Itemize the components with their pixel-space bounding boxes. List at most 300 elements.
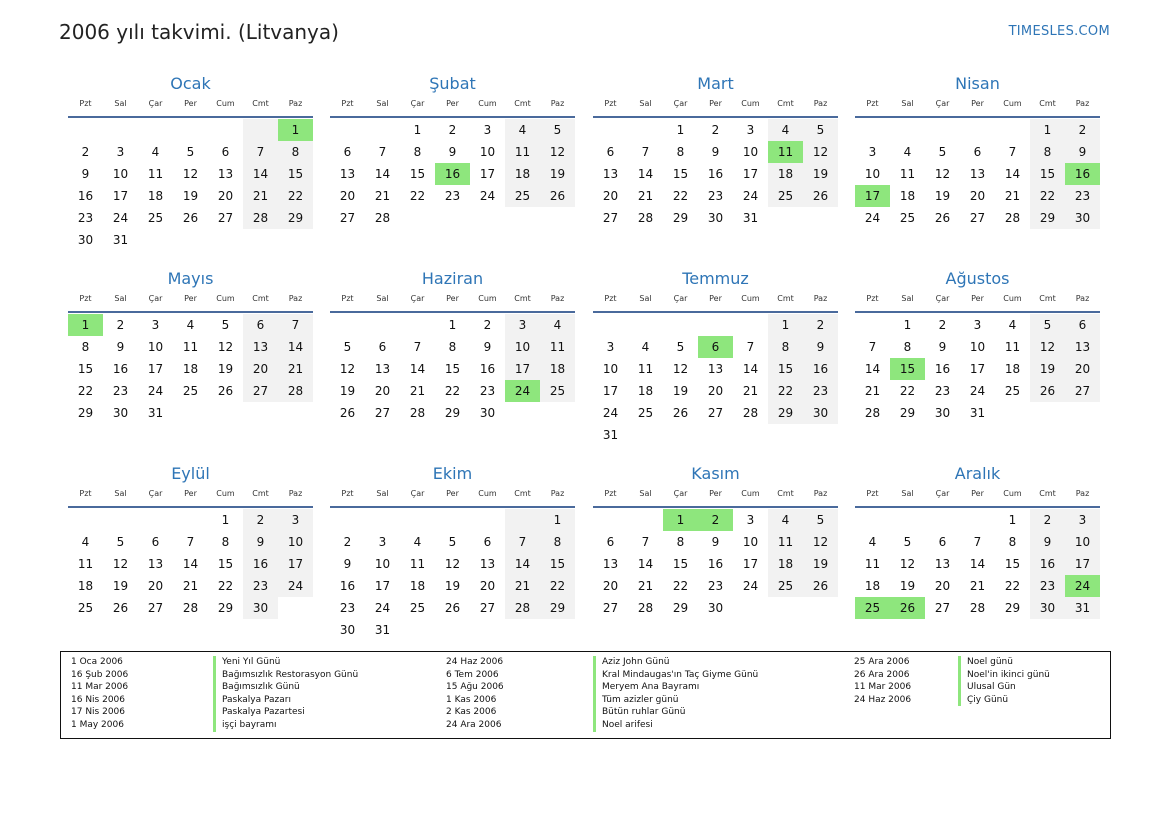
empty-cell: [768, 424, 803, 446]
header-divider: [593, 311, 838, 313]
header-divider: [855, 311, 1100, 313]
day-cell: 24: [969, 384, 986, 398]
day-cell: 3: [868, 145, 877, 159]
weekday-label: Pzt: [866, 294, 879, 303]
weekday-label: Cum: [1003, 294, 1022, 303]
weekday-label: Sal: [114, 99, 127, 108]
day-cell: 12: [339, 362, 356, 376]
week-row: [593, 402, 838, 424]
empty-cell: [593, 509, 628, 531]
weekday-label: Cum: [216, 294, 235, 303]
day-cell: 14: [243, 163, 278, 185]
day-cell: 16: [339, 579, 356, 593]
day-cell: 14: [409, 362, 426, 376]
weekday-label: Sal: [114, 489, 127, 498]
day-cell: 31: [147, 406, 164, 420]
day-cell: 8: [81, 340, 90, 354]
day-cell: 25: [855, 597, 890, 619]
holiday-names-column-3: [958, 656, 1050, 706]
weekday-label: Cum: [741, 99, 760, 108]
day-cell: 16: [934, 362, 951, 376]
holiday-date: 6 Tem 2006: [446, 669, 499, 680]
empty-cell: [995, 402, 1030, 424]
day-cell: 7: [641, 145, 650, 159]
day-cell: 21: [278, 358, 313, 380]
empty-cell: [103, 119, 138, 141]
weekday-header: [68, 487, 313, 501]
day-cell: 30: [707, 211, 724, 225]
day-cell: 30: [1030, 597, 1065, 619]
weekday-label: Cmt: [777, 294, 794, 303]
day-cell: 12: [217, 340, 234, 354]
day-cell: 21: [969, 579, 986, 593]
day-cell: 30: [339, 623, 356, 637]
day-cell: 28: [864, 406, 881, 420]
day-cell: 11: [768, 141, 803, 163]
day-cell: 5: [803, 119, 838, 141]
day-cell: 16: [803, 358, 838, 380]
day-cell: 7: [746, 340, 755, 354]
empty-cell: [435, 509, 470, 531]
header-divider: [593, 506, 838, 508]
day-cell: 22: [899, 384, 916, 398]
day-cell: 28: [1004, 211, 1021, 225]
weekday-header: [330, 487, 575, 501]
day-cell: 1: [676, 123, 685, 137]
day-cell: 27: [479, 601, 496, 615]
day-cell: 30: [707, 601, 724, 615]
week-row: [330, 380, 575, 402]
empty-cell: [365, 314, 400, 336]
empty-cell: [593, 314, 628, 336]
day-cell: 5: [186, 145, 195, 159]
day-cell: 25: [768, 185, 803, 207]
day-cell: 20: [602, 579, 619, 593]
weekday-label: Pzt: [604, 294, 617, 303]
day-cell: 11: [182, 340, 199, 354]
holiday-date: 1 May 2006: [71, 719, 124, 730]
day-cell: 19: [217, 362, 234, 376]
day-cell: 28: [637, 211, 654, 225]
empty-cell: [173, 229, 208, 251]
day-cell: 14: [969, 557, 986, 571]
day-cell: 28: [243, 207, 278, 229]
day-cell: 17: [147, 362, 164, 376]
day-cell: 3: [606, 340, 615, 354]
weekday-label: Paz: [1075, 489, 1090, 498]
holiday-name: Çiy Günü: [958, 694, 1050, 707]
day-cell: 18: [864, 579, 881, 593]
day-cell: 5: [803, 509, 838, 531]
holiday-name: Yeni Yıl Günü: [213, 656, 358, 669]
day-cell: 6: [343, 145, 352, 159]
day-cell: 19: [672, 384, 689, 398]
day-cell: 23: [479, 384, 496, 398]
month-block: [855, 268, 1100, 424]
day-cell: 12: [1030, 336, 1065, 358]
day-cell: 20: [147, 579, 164, 593]
week-row: [330, 553, 575, 575]
day-cell: 10: [374, 557, 391, 571]
header-divider: [593, 116, 838, 118]
holiday-name: Tüm azizler günü: [593, 694, 758, 707]
day-cell: 23: [444, 189, 461, 203]
empty-cell: [173, 402, 208, 424]
holiday-date: 15 Ağu 2006: [446, 682, 504, 693]
day-cell: 14: [637, 557, 654, 571]
month-name: Nisan: [955, 74, 1000, 93]
weekday-label: Per: [709, 99, 722, 108]
day-cell: 26: [444, 601, 461, 615]
weekday-header: [855, 97, 1100, 111]
day-cell: 4: [540, 314, 575, 336]
day-cell: 11: [899, 167, 916, 181]
day-cell: 11: [77, 557, 94, 571]
holiday-name: Aziz John Günü: [593, 656, 758, 669]
day-cell: 12: [672, 362, 689, 376]
day-cell: 26: [540, 185, 575, 207]
day-cell: 24: [864, 211, 881, 225]
day-cell: 22: [278, 185, 313, 207]
week-row: [593, 597, 838, 619]
weekday-label: Per: [446, 294, 459, 303]
day-cell: 31: [374, 623, 391, 637]
week-row: [855, 163, 1100, 185]
weekday-label: Çar: [148, 294, 163, 303]
day-cell: 10: [505, 336, 540, 358]
day-cell: 30: [1065, 207, 1100, 229]
day-cell: 24: [374, 601, 391, 615]
day-cell: 22: [1004, 579, 1021, 593]
weekday-label: Per: [709, 489, 722, 498]
holiday-name: işçi bayramı: [213, 719, 358, 732]
day-cell: 10: [147, 340, 164, 354]
holiday-names-column-2: [593, 656, 758, 732]
day-cell: 6: [378, 340, 387, 354]
day-cell: 24: [602, 406, 619, 420]
empty-cell: [768, 207, 803, 229]
day-cell: 7: [243, 141, 278, 163]
day-cell: 12: [540, 141, 575, 163]
day-cell: 13: [602, 557, 619, 571]
week-row: [68, 402, 313, 424]
week-row: [330, 358, 575, 380]
weekday-label: Cmt: [1039, 489, 1056, 498]
day-cell: 27: [602, 211, 619, 225]
week-row: [593, 509, 838, 531]
empty-cell: [733, 597, 768, 619]
holiday-name: Noel'in ikinci günü: [958, 669, 1050, 682]
day-cell: 8: [768, 336, 803, 358]
empty-cell: [925, 119, 960, 141]
month-block: [855, 463, 1100, 619]
empty-cell: [698, 424, 733, 446]
day-cell: 18: [637, 384, 654, 398]
header-divider: [68, 311, 313, 313]
month-name: Temmuz: [682, 269, 749, 288]
day-cell: 2: [1030, 509, 1065, 531]
week-row: [330, 402, 575, 424]
day-cell: 10: [479, 145, 496, 159]
day-cell: 6: [221, 145, 230, 159]
day-cell: 10: [278, 531, 313, 553]
empty-cell: [470, 207, 505, 229]
day-cell: 29: [768, 402, 803, 424]
empty-cell: [243, 119, 278, 141]
empty-cell: [925, 509, 960, 531]
weekday-header: [68, 97, 313, 111]
day-cell: 9: [81, 167, 90, 181]
month-block: [855, 73, 1100, 229]
empty-cell: [1030, 402, 1065, 424]
day-cell: 15: [77, 362, 94, 376]
week-row: [68, 229, 313, 251]
day-cell: 7: [641, 535, 650, 549]
day-cell: 23: [243, 575, 278, 597]
day-cell: 14: [278, 336, 313, 358]
day-cell: 28: [182, 601, 199, 615]
weekday-label: Cum: [741, 489, 760, 498]
day-cell: 14: [742, 362, 759, 376]
empty-cell: [803, 597, 838, 619]
month-block: [593, 463, 838, 619]
day-cell: 6: [243, 314, 278, 336]
weekday-label: Cum: [478, 489, 497, 498]
day-cell: 16: [1065, 163, 1100, 185]
day-cell: 26: [803, 185, 838, 207]
day-cell: 8: [1030, 141, 1065, 163]
week-row: [593, 185, 838, 207]
day-cell: 15: [217, 557, 234, 571]
day-cell: 22: [409, 189, 426, 203]
day-cell: 12: [934, 167, 951, 181]
week-row: [855, 402, 1100, 424]
header-divider: [68, 116, 313, 118]
weekday-label: Paz: [550, 294, 565, 303]
day-cell: 12: [112, 557, 129, 571]
day-cell: 23: [1030, 575, 1065, 597]
weekday-label: Çar: [410, 294, 425, 303]
day-cell: 3: [746, 123, 755, 137]
day-cell: 9: [448, 145, 457, 159]
holiday-name: Noel arifesi: [593, 719, 758, 732]
day-cell: 8: [903, 340, 912, 354]
holiday-name: Noel günü: [958, 656, 1050, 669]
day-cell: 20: [1065, 358, 1100, 380]
week-row: [68, 575, 313, 597]
day-cell: 27: [243, 380, 278, 402]
day-cell: 8: [413, 145, 422, 159]
day-cell: 15: [1004, 557, 1021, 571]
day-cell: 3: [505, 314, 540, 336]
week-row: [68, 119, 313, 141]
day-cell: 17: [1065, 553, 1100, 575]
empty-cell: [330, 314, 365, 336]
day-cell: 7: [413, 340, 422, 354]
weekday-label: Cmt: [514, 489, 531, 498]
day-cell: 28: [278, 380, 313, 402]
day-cell: 13: [243, 336, 278, 358]
header-divider: [68, 506, 313, 508]
day-cell: 2: [803, 314, 838, 336]
day-cell: 13: [602, 167, 619, 181]
day-cell: 19: [444, 579, 461, 593]
day-cell: 9: [116, 340, 125, 354]
day-cell: 20: [243, 358, 278, 380]
day-cell: 13: [217, 167, 234, 181]
day-cell: 29: [77, 406, 94, 420]
weekday-label: Sal: [114, 294, 127, 303]
week-row: [855, 575, 1100, 597]
day-cell: 17: [374, 579, 391, 593]
empty-cell: [540, 619, 575, 641]
day-cell: 21: [637, 579, 654, 593]
day-cell: 7: [278, 314, 313, 336]
weekday-label: Per: [184, 489, 197, 498]
day-cell: 17: [855, 185, 890, 207]
weekday-label: Cum: [1003, 99, 1022, 108]
week-row: [68, 163, 313, 185]
empty-cell: [138, 229, 173, 251]
weekday-label: Cmt: [252, 294, 269, 303]
day-cell: 19: [339, 384, 356, 398]
day-cell: 2: [938, 318, 947, 332]
empty-cell: [803, 424, 838, 446]
day-cell: 24: [505, 380, 540, 402]
week-row: [855, 380, 1100, 402]
empty-cell: [890, 509, 925, 531]
week-row: [855, 553, 1100, 575]
empty-cell: [505, 619, 540, 641]
holiday-dates-column-3: [854, 656, 911, 706]
day-cell: 29: [1004, 601, 1021, 615]
day-cell: 23: [707, 579, 724, 593]
day-cell: 31: [1065, 597, 1100, 619]
week-row: [330, 336, 575, 358]
weekday-label: Cmt: [514, 294, 531, 303]
week-row: [855, 597, 1100, 619]
day-cell: 22: [1030, 185, 1065, 207]
empty-cell: [208, 119, 243, 141]
day-cell: 1: [1008, 513, 1017, 527]
empty-cell: [173, 119, 208, 141]
holiday-date: 16 Şub 2006: [71, 669, 129, 680]
holiday-date: 24 Haz 2006: [446, 657, 504, 667]
day-cell: 4: [768, 509, 803, 531]
day-cell: 16: [77, 189, 94, 203]
day-cell: 30: [112, 406, 129, 420]
day-cell: 2: [711, 123, 720, 137]
day-cell: 25: [899, 211, 916, 225]
weekday-label: Sal: [376, 489, 389, 498]
week-row: [593, 141, 838, 163]
day-cell: 29: [899, 406, 916, 420]
empty-cell: [68, 509, 103, 531]
holiday-name: Meryem Ana Bayramı: [593, 681, 758, 694]
day-cell: 20: [374, 384, 391, 398]
brand-link[interactable]: TIMESLES.COM: [1008, 24, 1110, 39]
day-cell: 18: [899, 189, 916, 203]
day-cell: 3: [973, 318, 982, 332]
day-cell: 30: [77, 233, 94, 247]
day-cell: 11: [768, 531, 803, 553]
week-row: [855, 207, 1100, 229]
day-cell: 15: [672, 167, 689, 181]
weekday-label: Per: [184, 294, 197, 303]
day-cell: 27: [374, 406, 391, 420]
weekday-label: Pzt: [341, 99, 354, 108]
day-cell: 25: [182, 384, 199, 398]
day-cell: 29: [1030, 207, 1065, 229]
weekday-label: Cum: [478, 294, 497, 303]
weekday-label: Cum: [478, 99, 497, 108]
day-cell: 14: [1004, 167, 1021, 181]
empty-cell: [855, 119, 890, 141]
weekday-label: Cum: [741, 294, 760, 303]
day-cell: 22: [540, 575, 575, 597]
week-row: [330, 314, 575, 336]
day-cell: 20: [602, 189, 619, 203]
empty-cell: [470, 619, 505, 641]
day-cell: 21: [1004, 189, 1021, 203]
day-cell: 24: [742, 579, 759, 593]
week-row: [593, 553, 838, 575]
day-cell: 25: [540, 380, 575, 402]
empty-cell: [400, 314, 435, 336]
empty-cell: [733, 424, 768, 446]
weekday-label: Sal: [376, 294, 389, 303]
holiday-date: 11 Mar 2006: [71, 682, 129, 693]
day-cell: 2: [448, 123, 457, 137]
holiday-date: 24 Haz 2006: [854, 694, 912, 705]
empty-cell: [400, 509, 435, 531]
day-cell: 29: [444, 406, 461, 420]
day-cell: 19: [182, 189, 199, 203]
weekday-label: Çar: [410, 99, 425, 108]
weekday-label: Pzt: [79, 294, 92, 303]
day-cell: 23: [1065, 185, 1100, 207]
day-cell: 15: [1030, 163, 1065, 185]
weekday-label: Pzt: [866, 99, 879, 108]
day-cell: 1: [1030, 119, 1065, 141]
day-cell: 8: [676, 145, 685, 159]
day-cell: 8: [1008, 535, 1017, 549]
day-cell: 10: [1065, 531, 1100, 553]
empty-cell: [733, 314, 768, 336]
week-row: [68, 336, 313, 358]
day-cell: 11: [1004, 340, 1021, 354]
day-cell: 11: [147, 167, 164, 181]
weekday-label: Paz: [550, 99, 565, 108]
weekday-label: Pzt: [341, 294, 354, 303]
weekday-label: Per: [446, 99, 459, 108]
day-cell: 16: [435, 163, 470, 185]
day-cell: 2: [116, 318, 125, 332]
day-cell: 1: [903, 318, 912, 332]
day-cell: 7: [973, 535, 982, 549]
holiday-list: [60, 651, 1111, 739]
header-divider: [330, 116, 575, 118]
day-cell: 8: [278, 141, 313, 163]
day-cell: 17: [742, 167, 759, 181]
weekday-label: Paz: [550, 489, 565, 498]
weekday-label: Pzt: [79, 489, 92, 498]
week-row: [593, 575, 838, 597]
day-cell: 7: [505, 531, 540, 553]
day-cell: 11: [637, 362, 654, 376]
day-cell: 24: [479, 189, 496, 203]
holiday-name: Paskalya Pazartesi: [213, 706, 358, 719]
